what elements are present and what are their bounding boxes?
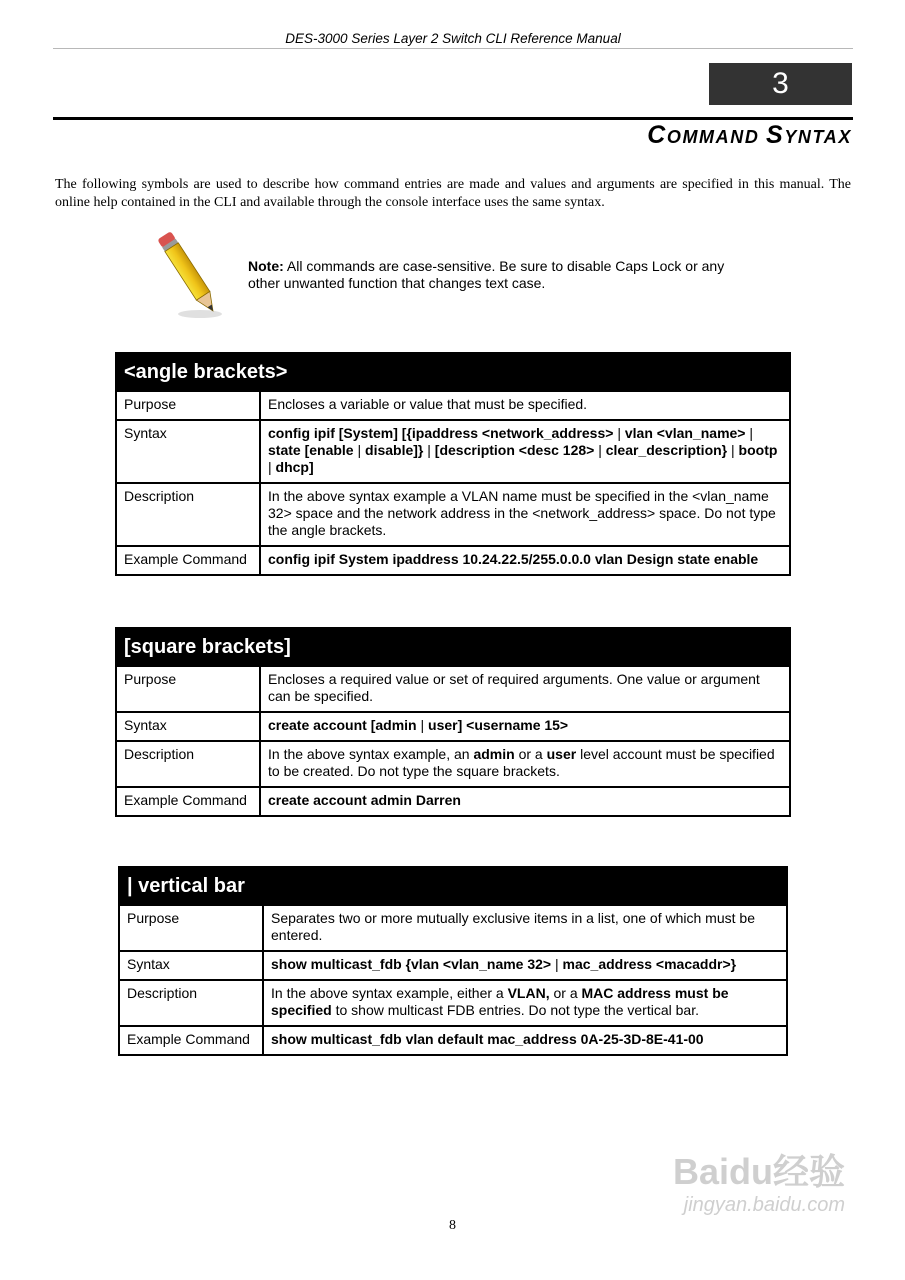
syntax-bar: | — [427, 442, 431, 458]
syntax-part: state [enable — [268, 442, 358, 458]
syntax-part: show multicast_fdb {vlan <vlan_name 32> — [271, 956, 555, 972]
syntax-bar: | — [731, 442, 735, 458]
purpose-label: Purpose — [116, 391, 260, 420]
purpose-label: Purpose — [116, 666, 260, 712]
vertical-syntax — [263, 951, 787, 980]
table-row — [116, 546, 790, 575]
intro-paragraph: The following symbols are used to describe how command entries are made and values and arguments are specified in this manual. The online help contained in the CLI and available through the console interface uses the same syntax. — [55, 177, 851, 210]
description-label: Description — [119, 980, 263, 1026]
chapter-number: 3 — [772, 67, 789, 100]
syntax-part: config ipif [System] [{ipaddress <network_address> — [268, 425, 618, 441]
table-row — [116, 483, 790, 546]
page-number: 8 — [449, 1218, 456, 1233]
chapter-title-rest-1: OMMAND — [666, 127, 767, 147]
description-part: VLAN, — [507, 985, 550, 1001]
chapter-number-box — [709, 63, 852, 105]
syntax-bar: | — [617, 425, 621, 441]
angle-example: config ipif System ipaddress 10.24.22.5/255.0.0.0 vlan Design state enable — [260, 546, 790, 575]
description-part: or a — [549, 985, 582, 1001]
vertical-bar-table — [118, 866, 788, 1056]
table-row — [119, 905, 787, 951]
syntax-label: Syntax — [116, 420, 260, 483]
syntax-part: clear_description} — [601, 442, 732, 458]
header-rule — [53, 48, 853, 49]
chapter-title-rest-2: YNTAX — [784, 127, 852, 147]
note-text: All commands are case-sensitive. Be sure to disable Caps Lock or any other unwanted function that changes text case. — [248, 258, 725, 291]
description-part: In the above syntax example, an — [268, 746, 474, 762]
syntax-label: Syntax — [119, 951, 263, 980]
purpose-label: Purpose — [119, 905, 263, 951]
square-purpose: Encloses a required value or set of required arguments. One value or argument can be specified. — [260, 666, 790, 712]
syntax-bar: | — [749, 425, 754, 441]
syntax-bar: | — [598, 442, 602, 458]
syntax-part: create account [admin — [268, 717, 421, 733]
note-block — [248, 258, 758, 292]
syntax-part: [description <desc 128> — [430, 442, 599, 458]
pencil-icon — [150, 226, 228, 322]
square-brackets-title: [square brackets] — [116, 628, 790, 666]
chapter-title-cap-1: C — [647, 121, 667, 149]
angle-brackets-title: <angle brackets> — [116, 353, 790, 391]
syntax-part: mac_address <macaddr>} — [558, 956, 737, 972]
syntax-bar: | — [268, 459, 272, 475]
angle-brackets-table — [115, 352, 791, 576]
syntax-part: bootp — [734, 442, 778, 458]
example-label: Example Command — [116, 787, 260, 816]
note-label: Note: — [248, 258, 284, 274]
square-description — [260, 741, 790, 787]
watermark-url: jingyan.baidu.com — [683, 1194, 845, 1216]
table-row — [116, 787, 790, 816]
chapter-title — [647, 121, 852, 150]
description-label: Description — [116, 483, 260, 546]
square-example: create account admin Darren — [260, 787, 790, 816]
running-header: DES-3000 Series Layer 2 Switch CLI Reference Manual — [285, 31, 621, 46]
syntax-label: Syntax — [116, 712, 260, 741]
vertical-example: show multicast_fdb vlan default mac_address 0A-25-3D-8E-41-00 — [263, 1026, 787, 1055]
syntax-bar: | — [555, 956, 559, 972]
syntax-part: disable]} — [361, 442, 428, 458]
description-part: In the above syntax example, either a — [271, 985, 508, 1001]
description-part: level account must be specified to be created. Do not type the square brackets. — [268, 746, 775, 779]
table-row — [119, 951, 787, 980]
syntax-part: dhcp] — [271, 459, 314, 475]
description-part: to show multicast FDB entries. Do not type the vertical bar. — [331, 1002, 699, 1018]
table-row — [116, 391, 790, 420]
vertical-description — [263, 980, 787, 1026]
watermark-logo: Baidu经验 — [672, 1151, 845, 1192]
table-row — [116, 666, 790, 712]
table-row — [116, 741, 790, 787]
square-syntax — [260, 712, 790, 741]
vertical-bar-title: | vertical bar — [119, 867, 787, 905]
table-row — [116, 420, 790, 483]
syntax-part: user] <username 15> — [424, 717, 569, 733]
description-part: MAC address must be specified — [271, 985, 729, 1018]
angle-syntax — [260, 420, 790, 483]
example-label: Example Command — [116, 546, 260, 575]
angle-description: In the above syntax example a VLAN name must be specified in the <vlan_name 32> space and the network address in the <network_address> space. Do not type the angle brackets. — [260, 483, 790, 546]
syntax-part: vlan <vlan_name> — [620, 425, 750, 441]
table-row — [116, 712, 790, 741]
watermark — [673, 1152, 845, 1218]
chapter-rule — [53, 117, 853, 120]
angle-purpose: Encloses a variable or value that must be specified. — [260, 391, 790, 420]
chapter-title-cap-2: S — [766, 121, 785, 149]
description-label: Description — [116, 741, 260, 787]
example-label: Example Command — [119, 1026, 263, 1055]
description-part: user — [546, 746, 577, 762]
vertical-purpose: Separates two or more mutually exclusive items in a list, one of which must be entered. — [263, 905, 787, 951]
table-row — [119, 980, 787, 1026]
syntax-bar: | — [420, 717, 425, 733]
square-brackets-table — [115, 627, 791, 817]
description-part: or a — [514, 746, 547, 762]
syntax-bar: | — [357, 442, 362, 458]
description-part: admin — [473, 746, 515, 762]
table-row — [119, 1026, 787, 1055]
